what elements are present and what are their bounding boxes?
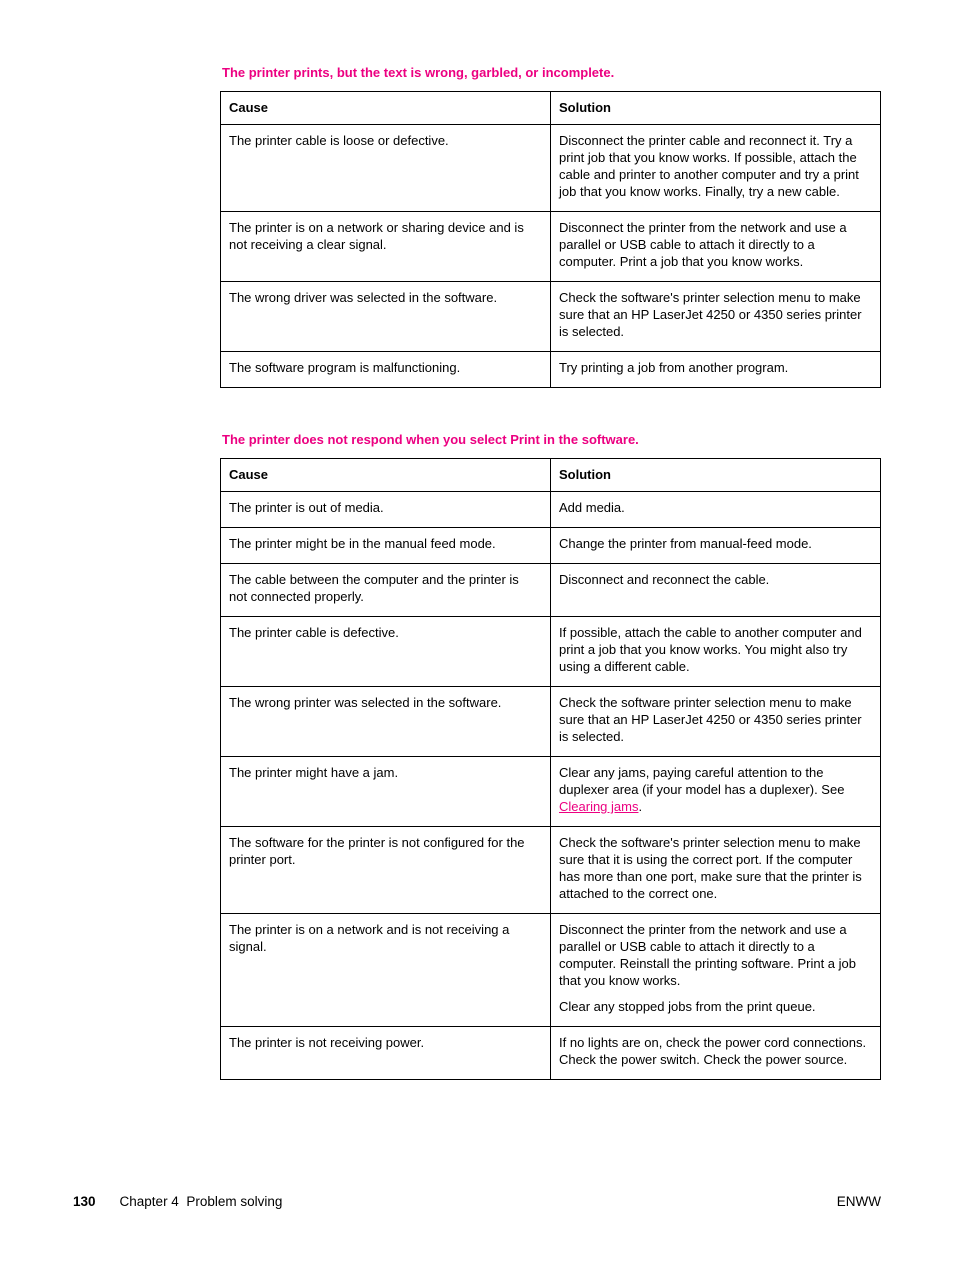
solution-cell: Check the software's printer selection menu to make sure that it is using the correct port. If the computer has more than one port, make sure that the printer is attached to the correct one. xyxy=(551,827,881,914)
cause-cell: The printer cable is defective. xyxy=(221,617,551,687)
edition-label: ENWW xyxy=(836,1194,881,1209)
section-garbled-text xyxy=(220,65,881,388)
table-row xyxy=(221,617,881,687)
cause-cell: The printer is not receiving power. xyxy=(221,1027,551,1080)
chapter-title: Chapter 4 Problem solving xyxy=(119,1194,283,1209)
solution-cell: If possible, attach the cable to another computer and print a job that you know works. You might also try using a different cable. xyxy=(551,617,881,687)
solution-paragraph: Disconnect the printer from the network and use a parallel or USB cable to attach it directly to a computer. Reinstall the printing software. Print a job that you know works. xyxy=(559,922,856,988)
solution-cell: Disconnect the printer cable and reconnect it. Try a print job that you know works. If possible, attach the cable and printer to another computer and try a print job that you know works. Finally, try a new cable. xyxy=(551,125,881,212)
table-row xyxy=(221,914,881,1027)
cause-cell: The cable between the computer and the printer is not connected properly. xyxy=(221,564,551,617)
cause-cell: The printer might be in the manual feed mode. xyxy=(221,528,551,564)
solution-cell: If no lights are on, check the power cord connections. Check the power switch. Check the power source. xyxy=(551,1027,881,1080)
solution-text: Clear any jams, paying careful attention to the duplexer area (if your model has a duplexer). See xyxy=(559,765,845,797)
table-row xyxy=(221,564,881,617)
section-heading: The printer prints, but the text is wrong, garbled, or incomplete. xyxy=(222,65,615,80)
page-number: 130 xyxy=(73,1194,96,1209)
cause-cell: The printer is out of media. xyxy=(221,492,551,528)
table-row xyxy=(221,492,881,528)
cause-column-header: Cause xyxy=(221,459,551,492)
table-row xyxy=(221,282,881,352)
table-header-row xyxy=(221,459,881,492)
solution-cell: Change the printer from manual-feed mode. xyxy=(551,528,881,564)
table-row xyxy=(221,757,881,827)
table-row xyxy=(221,528,881,564)
solution-paragraph: Clear any stopped jobs from the print queue. xyxy=(559,999,816,1014)
section-heading: The printer does not respond when you select Print in the software. xyxy=(222,432,639,447)
cause-column-header: Cause xyxy=(221,92,551,125)
solution-cell xyxy=(551,757,881,827)
no-response-table xyxy=(220,458,881,1080)
table-row xyxy=(221,212,881,282)
table-row xyxy=(221,687,881,757)
solution-text: . xyxy=(638,799,643,814)
cause-cell: The printer is on a network and is not receiving a signal. xyxy=(221,914,551,1027)
clearing-jams-link[interactable]: Clearing jams xyxy=(559,799,639,814)
page-content xyxy=(220,65,881,1080)
page-footer xyxy=(73,1193,881,1210)
cause-cell: The software for the printer is not configured for the printer port. xyxy=(221,827,551,914)
table-row xyxy=(221,352,881,388)
solution-cell xyxy=(551,914,881,1027)
solution-cell: Disconnect and reconnect the cable. xyxy=(551,564,881,617)
section-no-response xyxy=(220,432,881,1080)
cause-cell: The wrong printer was selected in the software. xyxy=(221,687,551,757)
solution-cell: Disconnect the printer from the network and use a parallel or USB cable to attach it directly to a computer. Print a job that you know works. xyxy=(551,212,881,282)
garbled-text-table xyxy=(220,91,881,388)
cause-cell: The printer might have a jam. xyxy=(221,757,551,827)
table-row xyxy=(221,827,881,914)
solution-column-header: Solution xyxy=(551,92,881,125)
solution-cell: Add media. xyxy=(551,492,881,528)
table-row xyxy=(221,1027,881,1080)
cause-cell: The software program is malfunctioning. xyxy=(221,352,551,388)
cause-cell: The wrong driver was selected in the software. xyxy=(221,282,551,352)
table-header-row xyxy=(221,92,881,125)
solution-cell: Check the software's printer selection menu to make sure that an HP LaserJet 4250 or 4350 series printer is selected. xyxy=(551,282,881,352)
cause-cell: The printer is on a network or sharing device and is not receiving a clear signal. xyxy=(221,212,551,282)
cause-cell: The printer cable is loose or defective. xyxy=(221,125,551,212)
solution-column-header: Solution xyxy=(551,459,881,492)
solution-cell: Check the software printer selection menu to make sure that an HP LaserJet 4250 or 4350 series printer is selected. xyxy=(551,687,881,757)
footer-left xyxy=(73,1193,282,1210)
solution-cell: Try printing a job from another program. xyxy=(551,352,881,388)
table-row xyxy=(221,125,881,212)
